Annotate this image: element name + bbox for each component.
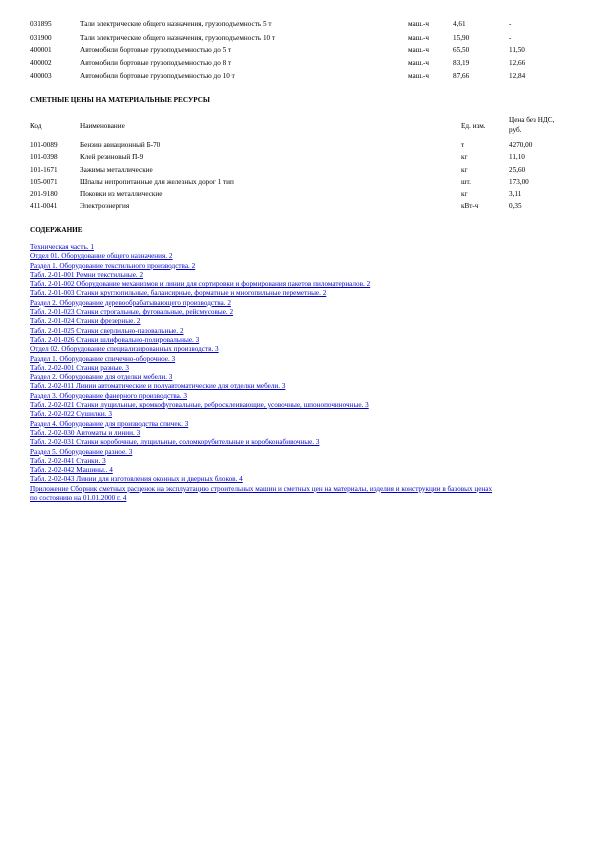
row-unit: шт.	[461, 178, 471, 186]
row-price-2: 12,84	[509, 72, 526, 80]
row-name: Клей резиновый П-9	[80, 153, 144, 161]
row-price: 25,60	[509, 166, 526, 174]
row-unit: кг	[461, 166, 468, 174]
toc-link[interactable]: Табл. 2-02-011 Линии автоматические и полуавтоматические для отделки мебели. 3	[30, 382, 286, 391]
row-unit: маш.-ч	[408, 59, 430, 67]
row-name: Автомобили бортовые грузоподъемностью до 10 т	[80, 72, 235, 80]
toc-link[interactable]: Раздел 2. Оборудование для отделки мебели. 3	[30, 373, 173, 382]
row-code: 400002	[30, 59, 52, 67]
toc-link[interactable]: Раздел 3. Оборудование фанерного производства. 3	[30, 391, 188, 400]
contents-title: СОДЕРЖАНИЕ	[30, 226, 83, 234]
toc-link[interactable]: Табл. 2-02-041 Станки. 3	[30, 456, 106, 465]
header-code: Код	[30, 122, 42, 130]
toc-link[interactable]: Табл. 2-01-025 Станки сверлильно-пазовальные. 2	[30, 326, 184, 335]
toc-link[interactable]: Табл. 2-01-003 Станки круглопильные, балансирные, форматные и многопильные переметные. 2	[30, 289, 327, 298]
row-name: Автомобили бортовые грузоподъемностью до 5 т	[80, 46, 232, 54]
header-price-line1: Цена без НДС,	[509, 116, 555, 124]
toc-link[interactable]: Раздел 2. Оборудование деревообрабатывающего производства. 2	[30, 298, 231, 307]
toc-link[interactable]: Отдел 01. Оборудование общего назначения. 2	[30, 252, 173, 261]
toc-link[interactable]: Приложение Сборник сметных расценок на эксплуатацию строительных машин и сметных цен на материалы, изделия и конструкции в базовых ценах по состоянию на 01.01.2000 г. 4	[30, 484, 493, 503]
row-price: 65,50	[453, 46, 470, 54]
row-price: 11,10	[509, 153, 525, 161]
toc-link[interactable]: Табл. 2-01-024 Станки фрезерные. 2	[30, 317, 141, 326]
header-price-line2: руб.	[509, 126, 522, 134]
toc-link[interactable]: Табл. 2-02-021 Станки лущильные, кромкофуговальные, ребросклеивающие, усовочные, шпонопочиночные. 3	[30, 401, 369, 410]
row-code: 101-0089	[30, 141, 58, 149]
header-unit: Ед. изм.	[461, 122, 486, 130]
row-unit: маш.-ч	[408, 20, 430, 28]
row-price-2: -	[509, 20, 512, 28]
row-unit: маш.-ч	[408, 46, 430, 54]
row-name: Автомобили бортовые грузоподъемностью до 8 т	[80, 59, 232, 67]
row-name: Зажимы металлические	[80, 166, 153, 174]
table-of-contents	[30, 243, 570, 503]
materials-section-title: СМЕТНЫЕ ЦЕНЫ НА МАТЕРИАЛЬНЫЕ РЕСУРСЫ	[30, 96, 210, 104]
row-name: Бензин авиационный Б-70	[80, 141, 161, 149]
row-price: 4270,00	[509, 141, 533, 149]
row-code: 201-9180	[30, 190, 58, 198]
toc-link[interactable]: Табл. 2-01-026 Станки шлифовально-полировальные. 3	[30, 335, 200, 344]
row-price: 173,00	[509, 178, 529, 186]
row-price: 0,35	[509, 202, 522, 210]
toc-link[interactable]: Табл. 2-02-043 Линии для изготовления оконных и дверных блоков. 4	[30, 475, 243, 484]
row-name: Тали электрические общего назначения, грузоподъемность 5 т	[80, 20, 272, 28]
toc-link[interactable]: Табл. 2-02-031 Станки коробочные, лущильные, соломкорубительные и коробконабивочные. 3	[30, 438, 320, 447]
row-unit: кг	[461, 190, 468, 198]
row-name: Тали электрические общего назначения, грузоподъемность 10 т	[80, 34, 276, 42]
toc-link[interactable]: Табл. 2-01-001 Ремни текстильные. 2	[30, 270, 144, 279]
toc-link[interactable]: Раздел 4. Оборудование для производства спичек. 3	[30, 419, 189, 428]
toc-link[interactable]: Техническая часть. 1	[30, 243, 94, 251]
row-unit: маш.-ч	[408, 72, 430, 80]
row-unit: маш.-ч	[408, 34, 430, 42]
row-code: 400001	[30, 46, 52, 54]
row-price: 83,19	[453, 59, 470, 67]
row-code: 101-1671	[30, 166, 58, 174]
toc-link[interactable]: Табл. 2-02-042 Машины.. 4	[30, 466, 113, 475]
row-code: 400003	[30, 72, 52, 80]
row-price-2: -	[509, 34, 512, 42]
row-code: 101-0398	[30, 153, 58, 161]
row-price: 15,90	[453, 34, 470, 42]
toc-link[interactable]: Табл. 2-02-022 Сушилки. 3	[30, 410, 112, 419]
row-code: 105-0071	[30, 178, 58, 186]
row-name: Поковки из металлические	[80, 190, 163, 198]
header-name: Наименование	[80, 122, 125, 130]
row-unit: кВт-ч	[461, 202, 479, 210]
row-code: 031895	[30, 20, 52, 28]
toc-link[interactable]: Табл. 2-02-001 Станки разные. 3	[30, 363, 129, 372]
row-price: 3,11	[509, 190, 522, 198]
row-price-2: 12,66	[509, 59, 526, 67]
toc-link[interactable]: Раздел 1. Оборудование спичечно-оборочное. 3	[30, 354, 176, 363]
row-price-2: 11,50	[509, 46, 525, 54]
toc-link[interactable]: Раздел 1. Оборудование текстильного производства. 2	[30, 261, 196, 270]
toc-link[interactable]: Отдел 02. Оборудование специализированных производств. 3	[30, 345, 219, 354]
row-price: 87,66	[453, 72, 470, 80]
row-price: 4,61	[453, 20, 466, 28]
row-unit: т	[461, 141, 465, 149]
row-name: Электроэнергия	[80, 202, 130, 210]
row-name: Шпалы непропитанные для железных дорог 1 тип	[80, 178, 234, 186]
row-code: 031900	[30, 34, 52, 42]
toc-link[interactable]: Табл. 2-01-023 Станки строгальные, фуговальные, рейсмусовые. 2	[30, 308, 234, 317]
toc-link[interactable]: Табл. 2-02-030 Автоматы и линии. 3	[30, 428, 141, 437]
toc-link[interactable]: Табл. 2-01-002 Оборудование механизмов и линии для сортировки и формирования пакетов пиломатериалов. 2	[30, 280, 371, 289]
toc-link[interactable]: Раздел 5. Оборудование разное. 3	[30, 447, 133, 456]
row-code: 411-0041	[30, 202, 58, 210]
row-unit: кг	[461, 153, 468, 161]
